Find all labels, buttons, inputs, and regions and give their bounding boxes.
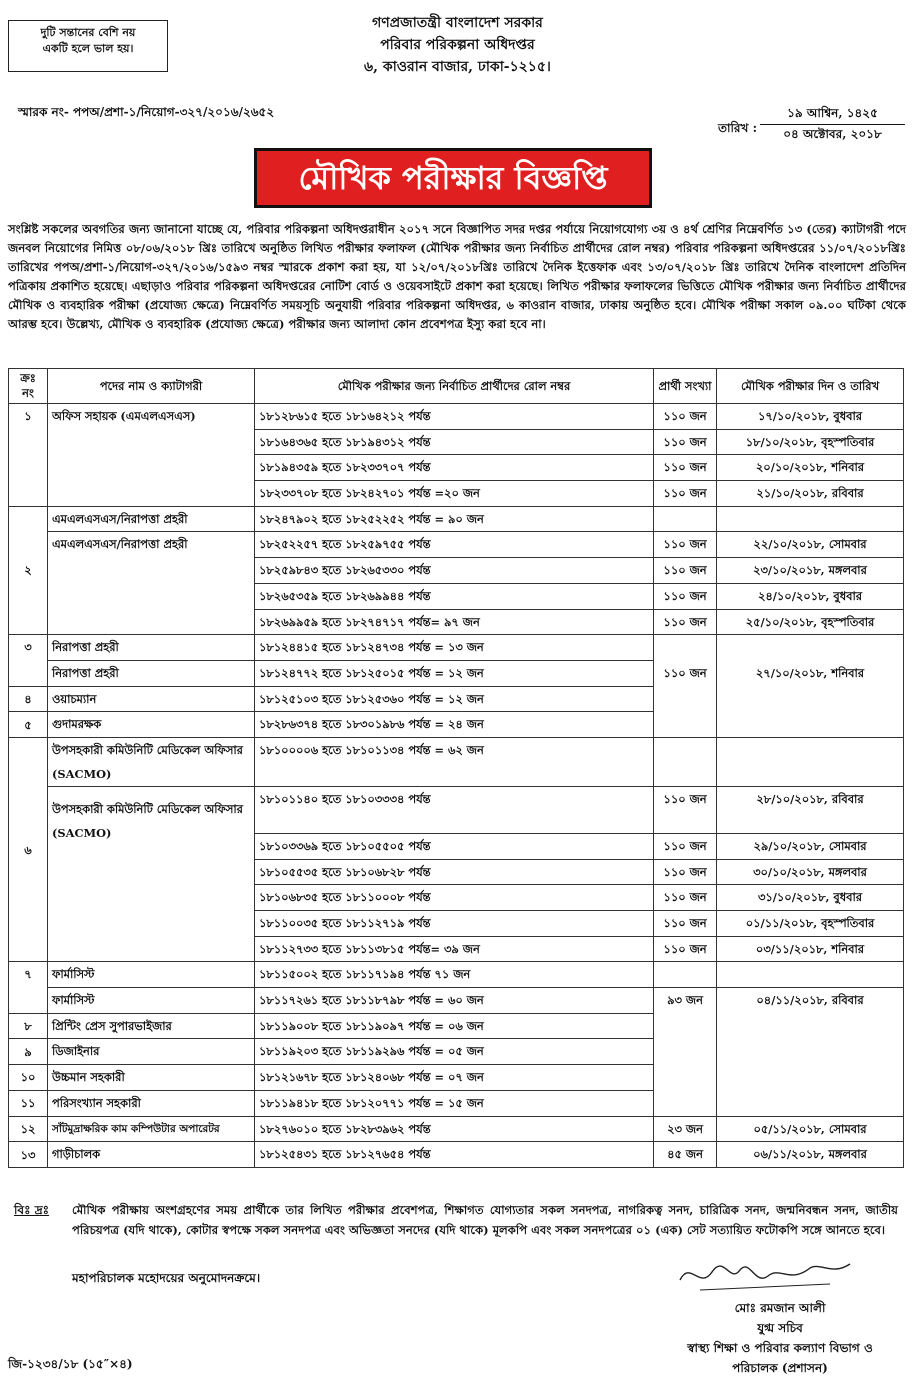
date-cell: ০১/১১/২০১৮, বৃহস্পতিবার [717,911,904,937]
header-date: মৌখিক পরীক্ষার দিন ও তারিখ [717,369,904,404]
date-cell [717,737,904,786]
post-cell: উচ্চমান সহকারী [48,1065,255,1091]
serial-cell: ১৩ [9,1142,48,1168]
roll-cell: ১৮২৩৩৭০৮ হতে ১৮২৪২৭০১ পর্যন্ত =২০ জন [255,481,654,507]
roll-cell: ১৮২৭৬০১০ হতে ১৮২৮৩৯৬২ পর্যন্ত [255,1116,654,1142]
roll-cell: ১৮১০৬৮৩৫ হতে ১৮১১০০০৮ পর্যন্ত [255,885,654,911]
post-cell: গাড়ীচালক [48,1142,255,1168]
govt-name: গণপ্রজাতন্ত্রী বাংলাদেশ সরকার [372,15,543,31]
count-cell: ১১০ জন [654,936,717,962]
count-cell: ১১০ জন [654,532,717,558]
roll-cell: ১৮১২৮৬১৫ হতে ১৮১৬৪২১২ পর্যন্ত [255,404,654,430]
date-cell: ২০/১০/২০১৮, শনিবার [717,455,904,481]
table-row [9,404,904,430]
count-cell: ১১০ জন [654,481,717,507]
roll-cell: ১৮১৬৪৩৬৫ হতে ১৮১৯৪৩১২ পর্যন্ত [255,429,654,455]
roll-cell: ১৮১২৪৪১৫ হতে ১৮১২৪৭৩৪ পর্যন্ত = ১৩ জন [255,635,654,661]
date-cell: ২৫/১০/২০১৮, বৃহস্পতিবার [717,609,904,635]
count-cell: ১১০ জন [654,786,717,833]
table-row [9,988,904,1014]
date-cell: ২৩/১০/২০১৮, মঙ্গলবার [717,558,904,584]
date-cell: ৩০/১০/২০১৮, মঙ্গলবার [717,859,904,885]
date-value: ২৭/১০/২০১৮, শনিবার [755,666,865,681]
table-row [9,635,904,661]
department-name: পরিবার পরিকল্পনা অধিদপ্তর [380,37,535,53]
count-cell: ১১০ জন [654,429,717,455]
signatory-block [650,1298,910,1378]
roll-cell: ১৮১২১৬৭৮ হতে ১৮১২৪০৬৮ পর্যন্ত = ০৭ জন [255,1065,654,1091]
date-cell: ১৮/১০/২০১৮, বৃহস্পতিবার [717,429,904,455]
office-header [0,12,915,78]
date-cell: ০৩/১১/২০১৮, শনিবার [717,936,904,962]
signatory-role: পরিচালক (প্রশাসন) [732,1361,828,1375]
date-cell: ১৭/১০/২০১৮, বুধবার [717,404,904,430]
post-cell: ওয়াচম্যান [48,686,255,712]
post-cell: সাঁটমুদ্রাক্ষরিক কাম কম্পিউটার অপারেটর [48,1116,255,1142]
count-cell [654,737,717,786]
roll-cell: ১৮১১৯২০৩ হতে ১৮১১৯২৯৬ পর্যন্ত = ০৫ জন [255,1039,654,1065]
print-code: জি-১২৩৪/১৮ (১৫″×৪) [8,1357,133,1371]
date-label: তারিখ : [718,121,758,135]
post-cell: ফার্মাসিস্ট [48,988,255,1014]
post-cell: ফার্মাসিস্ট [48,962,255,988]
date-english: ০৪ অক্টোবর, ২০১৮ [783,127,882,141]
roll-cell: ১৮১০৫৫৩৫ হতে ১৮১০৬৮২৮ পর্যন্ত [255,859,654,885]
count-cell: ১১০ জন [654,609,717,635]
roll-cell: ১৮১০১১৪০ হতে ১৮১০৩৩৩৪ পর্যন্ত [255,786,654,833]
roll-cell: ১৮১০৩৩৬৯ হতে ১৮১০৫৫০৫ পর্যন্ত [255,833,654,859]
date-cell: ৩১/১০/২০১৮, বুধবার [717,885,904,911]
serial-cell: ৭ [9,962,48,1013]
count-cell: ১১০ জন [654,583,717,609]
date-cell [717,962,904,988]
roll-cell: ১৮১২৫১০৩ হতে ১৮১২৫৩৬০ পর্যন্ত = ১২ জন [255,686,654,712]
count-cell: ২৩ জন [654,1116,717,1142]
post-cell: নিরাপত্তা প্রহরী [48,635,255,661]
table-row [9,1116,904,1142]
motto-line-2: একটি হলে ভাল হয়। [42,42,134,55]
note-text: মৌখিক পরীক্ষায় অংশগ্রহণের সময় প্রার্থীকে তার লিখিত পরীক্ষার প্রবেশপত্র, শিক্ষাগত যোগ্যতার সকল সনদপত্র, নাগরিকত্ব সনদ, চারিত্রিক সনদ, জন্মনিবন্ধন সনদ, জাতীয় পরিচয়পত্র (যদি থাকে), কোটার স্বপক্ষে সকল সনদপত্র এবং অভিজ্ঞতা সনদের (যদি থাকে) মূলকপি এবং সকল সনদপত্রের ০১ (এক) সেট সত্যায়িত ফটোকপি সঙ্গে আনতে হবে। [72,1203,898,1237]
date-cell [717,506,904,532]
roll-cell: ১৮১২৫৪৩১ হতে ১৮১২৭৬৫৪ পর্যন্ত [255,1142,654,1168]
post-cell: প্রিন্টিং প্রেস সুপারভাইজার [48,1013,255,1039]
roll-cell: ১৮১০০০০৬ হতে ১৮১০১১৩৪ পর্যন্ত = ৬২ জন [255,737,654,786]
serial-cell: ৮ [9,1013,48,1039]
count-cell: ৯৩ জন [654,988,717,1116]
note-label: বিঃ দ্রঃ [14,1203,50,1217]
table-row [9,962,904,988]
post-cell: এমএলএসএস/নিরাপত্তা প্রহরী [48,532,255,635]
roll-cell: ১৮১১৯০০৮ হতে ১৮১১৯০৯৭ পর্যন্ত = ০৬ জন [255,1013,654,1039]
count-cell [654,506,717,532]
serial-cell: ৯ [9,1039,48,1065]
roll-cell: ১৮২৮৬৩৭৪ হতে ১৮৩০১৯৮৬ পর্যন্ত = ২৪ জন [255,712,654,738]
count-cell: ১১০ জন [654,455,717,481]
post-cell: নিরাপত্তা প্রহরী [48,660,255,686]
roll-cell: ১৮১১৭২৬১ হতে ১৮১১৮৭৯৮ পর্যন্ত = ৬০ জন [255,988,654,1014]
signatory-name: মোঃ রমজান আলী [734,1301,826,1315]
post-cell: পরিসংখ্যান সহকারী [48,1090,255,1116]
table-row [9,1142,904,1168]
date-cell: ০৪/১১/২০১৮, রবিবার [717,988,904,1116]
count-cell [654,635,717,738]
serial-cell: ১২ [9,1116,48,1142]
serial-cell: ৩ [9,635,48,686]
signatory-department: স্বাস্থ্য শিক্ষা ও পরিবার কল্যাণ বিভাগ ও [687,1341,873,1355]
post-cell: উপসহকারী কমিউনিটি মেডিকেল অফিসার (SACMO) [48,786,255,961]
count-cell: ১১০ জন [654,859,717,885]
serial-cell: ৬ [9,737,48,961]
header-serial: ক্রঃ নং [9,369,48,404]
notice-title: মৌখিক পরীক্ষার বিজ্ঞপ্তি [254,148,652,208]
serial-cell: ২ [9,506,48,634]
serial-cell: ৫ [9,712,48,738]
table-row [9,532,904,558]
roll-cell: ১৮১১২৭৩৩ হতে ১৮১১৩৮১৫ পর্যন্ত= ৩৯ জন [255,936,654,962]
post-cell: এমএলএসএস/নিরাপত্তা প্রহরী [48,506,255,532]
count-cell: ১১০ জন [654,911,717,937]
date-cell: ০৬/১১/২০১৮, মঙ্গলবার [717,1142,904,1168]
header-count: প্রার্থী সংখ্যা [654,369,717,404]
table-header-row [9,369,904,404]
intro-paragraph: সংশ্লিষ্ট সকলের অবগতির জন্য জানানো যাচ্ছে যে, পরিবার পরিকল্পনা অধিদপ্তরাধীন ২০১৭ সনে বিজ্ঞাপিত সদর দপ্তর পর্যায়ে নিয়োগযোগ্য ৩য় ও ৪র্থ শ্রেণির নিম্নেবর্ণিত ১৩ (তের) ক্যাটাগরী পদে জনবল নিয়োগের নিমিত্ত ০৮/০৬/২০১৮ খ্রিঃ তারিখে অনুষ্ঠিত লিখিত পরীক্ষার ফলাফল (মৌখিক পরীক্ষার জন্য নির্বাচিত প্রার্থীদের রোল নম্বর) পরিবার পরিকল্পনা অধিদপ্তরের ১১/০৭/২০১৮খ্রিঃ তারিখের পপঅ/প্রশা-১/নিয়োগ-৩২৭/২০১৬/১৫৯৩ নম্বর স্মারকে প্রকাশ করা হয়, যা ১২/০৭/২০১৮খ্রিঃ তারিখে দৈনিক ইত্তেফাক এবং ১৩/০৭/২০১৮ খ্রিঃ তারিখে দৈনিক বাংলাদেশ প্রতিদিন পত্রিকায় প্রকাশিত হয়েছে। এছাড়াও পরিবার পরিকল্পনা অধিদপ্তরের নোটিশ বোর্ড ও ওয়েবসাইটে প্রকাশ করা হয়েছে। লিখিত পরীক্ষার ফলাফলের ভিত্তিতে মৌখিক পরীক্ষার জন্য নির্বাচিত প্রার্থীদের মৌখিক ও ব্যবহারিক পরীক্ষা (প্রযোজ্য ক্ষেত্রে) নিম্নেবর্ণিত সময়সূচি অনুযায়ী পরিবার পরিকল্পনা অধিদপ্তর, ৬ কাওরান বাজার, ঢাকায় অনুষ্ঠিত হবে। মৌখিক পরীক্ষা সকাল ০৯.০০ ঘটিকা থেকে আরম্ভ হবে। উল্লেখ্য, মৌখিক ও ব্যবহারিক (প্রযোজ্য ক্ষেত্রে) পরীক্ষার জন্য আলাদা কোন প্রবেশপত্র ইস্যু করা হবে না। [8,222,906,331]
roll-cell: ১৮২৬৫৩৫৯ হতে ১৮২৬৯৯৪৪ পর্যন্ত [255,583,654,609]
roll-cell: ১৮১১৯৪১৮ হতে ১৮১২০৭৭১ পর্যন্ত = ১৫ জন [255,1090,654,1116]
serial-cell: ১১ [9,1090,48,1116]
serial-cell: ১ [9,404,48,507]
date-cell: ২৪/১০/২০১৮, বুধবার [717,583,904,609]
date-cell: ২৮/১০/২০১৮, রবিবার [717,786,904,833]
date-cell: ০৫/১১/২০১৮, সোমবার [717,1116,904,1142]
serial-cell: ৪ [9,686,48,712]
serial-cell: ১০ [9,1065,48,1091]
roll-cell: ১৮১২৪৭৭২ হতে ১৮১২৫০১৫ পর্যন্ত = ১২ জন [255,660,654,686]
roll-cell: ১৮১১৫০০২ হতে ১৮১১৭১৯৪ পর্যন্ত ৭১ জন [255,962,654,988]
roll-cell: ১৮২৪৭৯০২ হতে ১৮২৫২২৫২ পর্যন্ত = ৯০ জন [255,506,654,532]
motto-line-1: দুটি সন্তানের বেশি নয় [40,26,136,39]
signature-image [660,1250,860,1300]
date-cell: ২১/১০/২০১৮, রবিবার [717,481,904,507]
table-row [9,737,904,786]
count-value: ১১০ জন [663,666,707,681]
roll-cell: ১৮১১০০৩৫ হতে ১৮১১২৭১৯ পর্যন্ত [255,911,654,937]
count-cell: ১১০ জন [654,404,717,430]
signatory-title: যুগ্ম সচিব [757,1321,803,1335]
date-bangla: ১৯ আশ্বিন, ১৪২৫ [760,104,905,125]
roll-cell: ১৮১৯৪৩৫৯ হতে ১৮২৩৩৭০৭ পর্যন্ত [255,455,654,481]
count-cell [654,962,717,988]
memo-number: স্মারক নং- পপঅ/প্রশা-১/নিয়োগ-৩২৭/২০১৬/২৬৫২ [18,105,275,119]
office-address: ৬, কাওরান বাজার, ঢাকা-১২১৫। [364,59,551,75]
header-roll: মৌখিক পরীক্ষার জন্য নির্বাচিত প্রার্থীদের রোল নম্বর [255,369,654,404]
header-post: পদের নাম ও ক্যাটাগরী [48,369,255,404]
count-cell: ১১০ জন [654,558,717,584]
count-cell: ১১০ জন [654,833,717,859]
post-cell: উপসহকারী কমিউনিটি মেডিকেল অফিসার (SACMO) [48,737,255,786]
schedule-table [8,368,904,1168]
date-cell: ২২/১০/২০১৮, সোমবার [717,532,904,558]
date-block [760,104,905,143]
date-cell [717,635,904,738]
post-cell: গুদামরক্ষক [48,712,255,738]
date-cell: ২৯/১০/২০১৮, সোমবার [717,833,904,859]
table-row [9,786,904,833]
count-cell: ৪৫ জন [654,1142,717,1168]
count-cell: ১১০ জন [654,885,717,911]
post-cell: অফিস সহায়ক (এমএলএসএস) [48,404,255,507]
roll-cell: ১৮২৫২২৫৭ হতে ১৮২৫৯৭৫৫ পর্যন্ত [255,532,654,558]
roll-cell: ১৮২৬৯৯৫৯ হতে ১৮২৭৪৭১৭ পর্যন্ত= ৯৭ জন [255,609,654,635]
roll-cell: ১৮২৫৯৮৪৩ হতে ১৮২৬৫৩৩০ পর্যন্ত [255,558,654,584]
table-row [9,506,904,532]
post-cell: ডিজাইনার [48,1039,255,1065]
approval-text: মহাপরিচালক মহোদয়ের অনুমোদনক্রমে। [72,1271,261,1285]
